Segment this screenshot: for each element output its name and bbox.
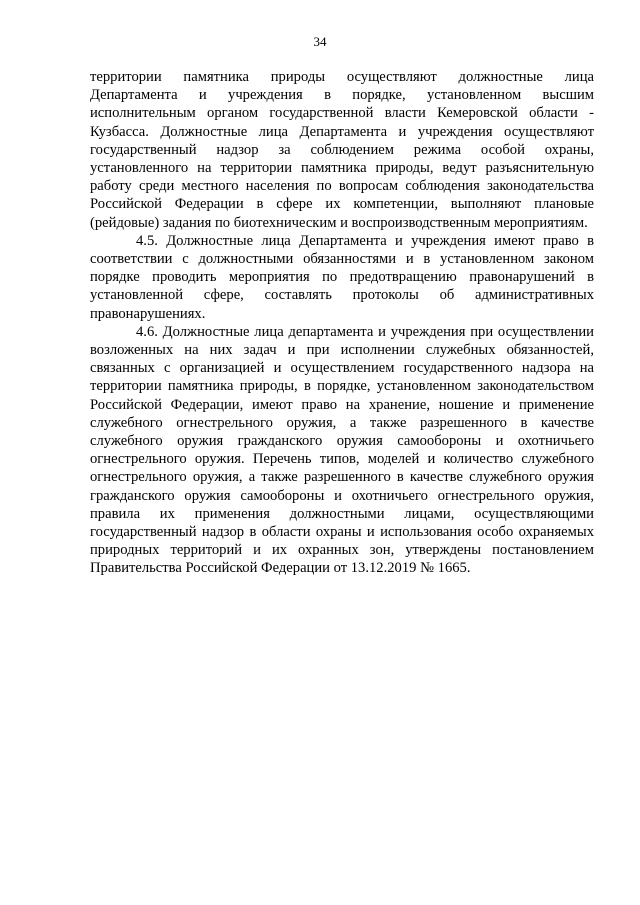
paragraph-4-5: 4.5. Должностные лица Департамента и учреждения имеют право в соответствии с должностными обязанностями и в установленном законом порядке проводить мероприятия по предотвращению правонарушений в установленной сфере, составлять протоколы об административных правонарушениях. [90,232,594,322]
paragraph-4-6: 4.6. Должностные лица департамента и учреждения при осуществлении возложенных на них задач и при исполнении служебных обязанностей, связанных с организацией и осуществлением государственного надзора на территории памятника природы, в порядке, установленном законодательством Российской Федерации, имеют право на хранение, ношение и применение служебного огнестрельного оружия, а также разрешенного в качестве служебного оружия гражданского оружия самообороны и охотничьего огнестрельного оружия. Перечень типов, моделей и количество служебного огнестрельного оружия, а также разрешенного в качестве служебного оружия гражданского оружия самообороны и охотничьего огнестрельного оружия, правила их применения должностными лицами, осуществляющими государственный надзор в области охраны и использования особо охраняемых природных территорий и их охранных зон, утверждены постановлением Правительства Российской Федерации от 13.12.2019 № 1665. [90,323,594,577]
document-body [90,68,594,578]
paragraph-continuation: территории памятника природы осуществляют должностные лица Департамента и учреждения в порядке, установленном высшим исполнительным органом государственной власти Кемеровской области - Кузбасса. Должностные лица Департамента и учреждения осуществляют государственный надзор за соблюдением режима особой охраны, установленного на территории памятника природы, ведут разъяснительную работу среди местного населения по вопросам соблюдения законодательства Российской Федерации в сфере их компетенции, выполняют плановые (рейдовые) задания по биотехническим и воспроизводственным мероприятиям. [90,69,594,231]
page-number: 34 [313,34,327,49]
